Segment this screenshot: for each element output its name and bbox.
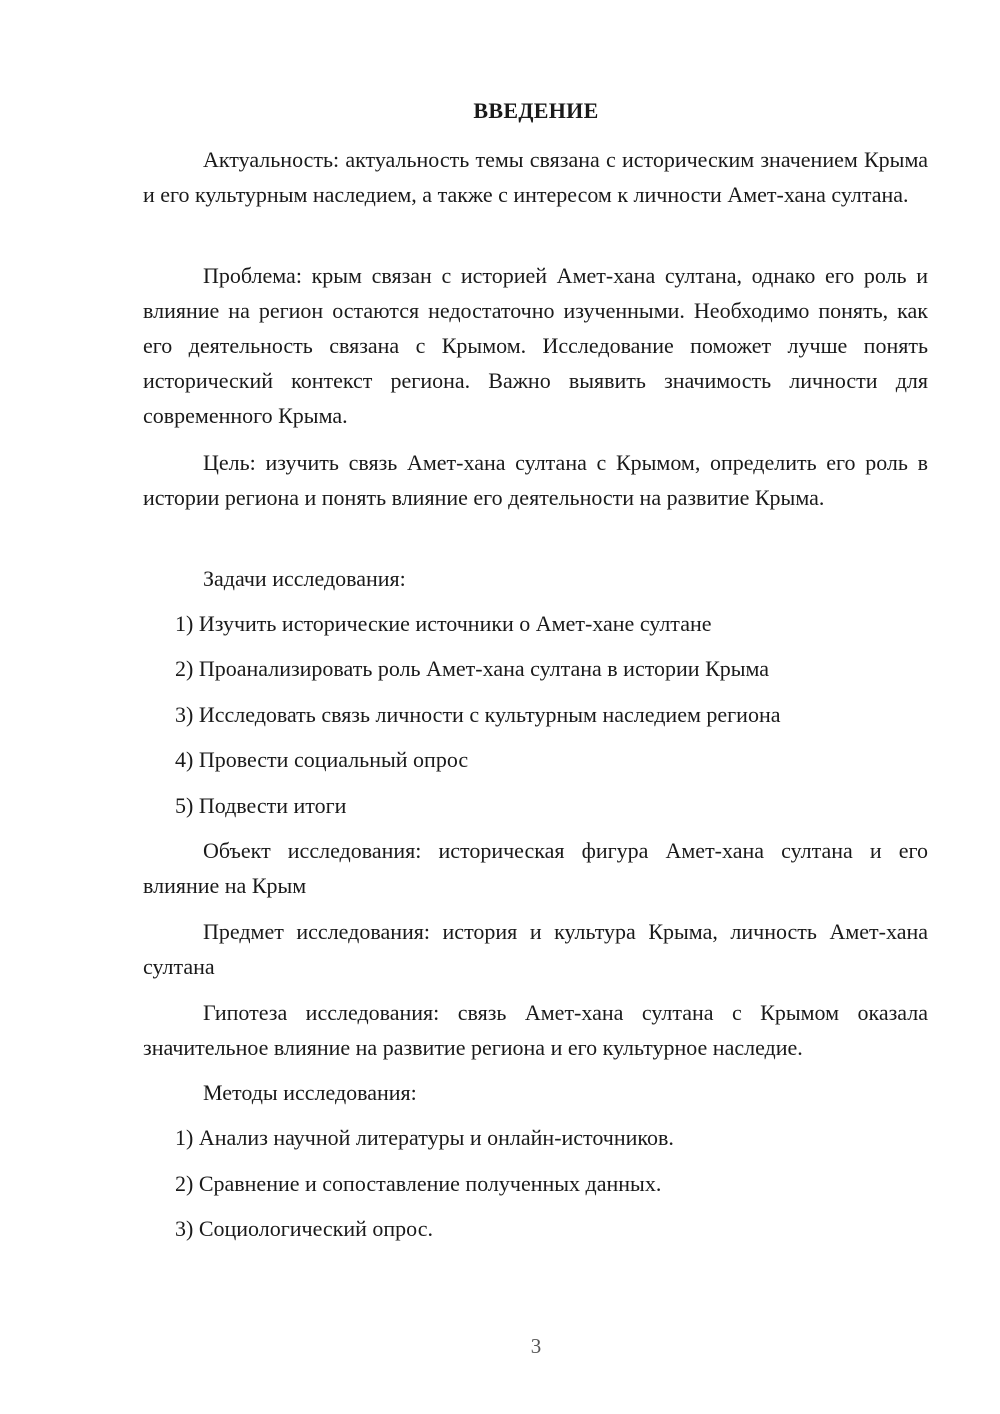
goal-paragraph: Цель: изучить связь Амет-хана султана с Крымом, определить его роль в истории региона и понять влияние его деятельности на развитие Крыма. (143, 450, 928, 510)
actuality-paragraph: Актуальность: актуальность темы связана с историческим значением Крыма и его культурным наследием, а также с интересом к личности Амет-хана султана. (143, 147, 928, 207)
task-item: 3) Исследовать связь личности с культурным наследием региона (175, 702, 781, 727)
subject-paragraph: Предмет исследования: история и культура Крыма, личность Амет-хана султана (143, 919, 928, 979)
task-item: 4) Провести социальный опрос (175, 747, 469, 772)
task-item: 2) Проанализировать роль Амет-хана султана в истории Крыма (175, 656, 770, 681)
object-paragraph: Объект исследования: историческая фигура Амет-хана султана и его влияние на Крым (143, 838, 928, 898)
method-item: 3) Социологический опрос. (175, 1216, 433, 1241)
tasks-heading: Задачи исследования: (203, 566, 406, 591)
hypothesis-paragraph: Гипотеза исследования: связь Амет-хана султана с Крымом оказала значительное влияние на развитие региона и его культурное наследие. (143, 1000, 928, 1060)
task-item: 5) Подвести итоги (175, 793, 347, 818)
method-item: 2) Сравнение и сопоставление полученных данных. (175, 1171, 662, 1196)
task-item: 1) Изучить исторические источники о Амет-хане султане (175, 611, 712, 636)
method-item: 1) Анализ научной литературы и онлайн-источников. (175, 1125, 674, 1150)
page-number: 3 (530, 1334, 542, 1358)
problem-paragraph: Проблема: крым связан с историей Амет-хана султана, однако его роль и влияние на регион остаются недостаточно изученными. Необходимо понять, как его деятельность связана с Крымом. Исследование поможет лучше понять исторический контекст региона. Важно выявить значимость личности для современного Крыма. (143, 263, 928, 428)
methods-heading: Методы исследования: (203, 1080, 417, 1105)
section-heading: ВВЕДЕНИЕ (473, 98, 599, 123)
